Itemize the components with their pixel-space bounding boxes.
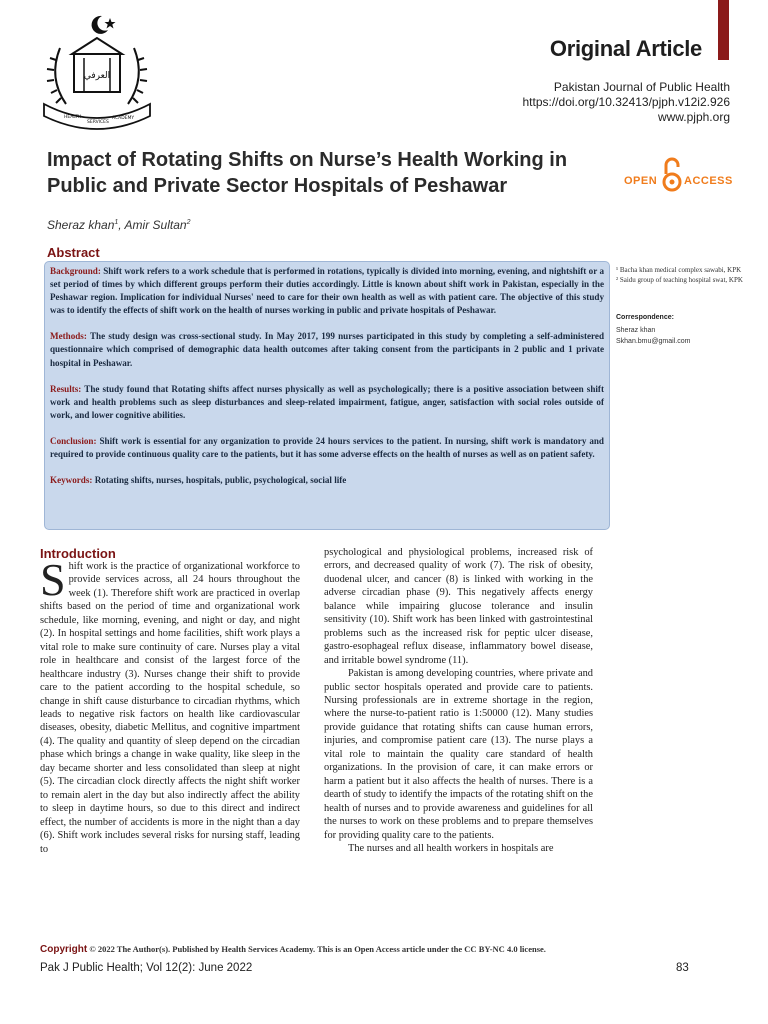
doi-link[interactable]: https://doi.org/10.32413/pjph.v12i2.926	[522, 95, 730, 109]
copyright-notice	[40, 944, 546, 955]
body-paragraph: psychological and physiological problems, increased risk of errors, and decreased quality of work (7). The risk of obesity, duodenal ulcer, and cancer (8) is linked with working in the adverse circadian phase (9). This negatively affects energy balance while impairing glucose tolerance and insulin sensitivity (10). Shift work has been linked with gastrointestinal problems such as the increased risk for peptic ulcer disease, gastro-esophageal reflux disease, inflammatory bowel disease, and irritable bowel syndrome (11).	[324, 547, 593, 666]
open-access-badge	[622, 154, 734, 194]
methods-text: The study design was cross-sectional study. In May 2017, 199 nurses participated in this study by completing a self-administered questionnaire which comprised of demographic data health outcomes after taking consent from the participants in 2 public and 1 private hospital in Peshawar.	[50, 331, 604, 368]
website-link[interactable]: www.pjph.org	[657, 110, 730, 124]
intro-text: hift work is the practice of organizational workforce to provide services across, all 24 hours throughout the week (1). Therefore shift work are practiced in overlap shifts based on the period of time and organizational work schedule, like morning, evening, and night or day, and night (2). In hospital settings and home facilities, shift work plays a vital role to make sure continuity of care. Nurses play a vital role in healthcare and consist of the largest force of the healthcare industry (3). Nurses change their shift to provide care to the patient according to the hospital schedule, so change in shift cause disturbance to circadian rhythms, which leads to negative risk factors on health like cardiovascular diseases, obesity, diabetic Mellitus, and cognitive impartment (4). The quality and quantity of sleep depend on the circadian phase which brings a change in wake quality, like sleep in the day became shorter and less consolidated than sleep at night (5). The circadian clock directly affects the night shift worker to remain alert in the day but also indirectly affect the ability to sleep in daytime hours, so due to this direct and indirect effect, the number of accidents is more in the night than a day (6). Shift work includes several risks for nursing staff, leading to	[40, 561, 300, 855]
article-title: Impact of Rotating Shifts on Nurse’s Health Working in Public and Private Sector Hospitals of Peshawar	[47, 149, 568, 197]
affiliation-2: ² Saidu group of teaching hospital swat, KPK	[616, 275, 743, 284]
abstract-keywords	[50, 474, 604, 487]
author-name: Amir Sultan	[124, 218, 187, 232]
intro-paragraph	[40, 554, 300, 856]
header-accent-bar	[718, 0, 729, 60]
copyright-text: © 2022 The Author(s). Published by Health Services Academy. This is an Open Access article under the CC BY-NC 4.0 license.	[87, 944, 546, 954]
body-paragraph: The nurses and all health workers in hospitals are	[348, 842, 554, 854]
results-text: The study found that Rotating shifts affect nurses physically as well as psychologically; there is a positive association between shift work and health problems such as sleep disturbances and sleep-related impairment, fatigue, anger, satisfaction with social roles outside of work, and lower cognitive abilities.	[50, 383, 604, 420]
affiliations	[616, 266, 746, 285]
health-services-academy-logo	[32, 8, 162, 136]
author-affiliation-mark: 2	[186, 219, 191, 226]
methods-label: Methods:	[50, 331, 87, 342]
conclusion-label: Conclusion:	[50, 435, 97, 446]
keywords-text: Rotating shifts, nurses, hospitals, public, psychological, social life	[92, 475, 347, 486]
abstract-methods	[50, 330, 604, 369]
abstract-results	[50, 383, 604, 422]
background-text: Shift work refers to a work schedule that is performed in rotations, typically is divided into morning, evening, and nightshift or a set period of times by which different groups perform their duties accordingly. Little is known about shift work in Pakistan, especially in the Peshawar region. Implication for individual Nurses' need to care for their own health as well as with patient care. The objective of this study was to identify the effects of shift work on the health of nurses working in public and private hospitals of Peshawar.	[50, 266, 604, 316]
body-column-left	[40, 554, 300, 856]
author-name: Sheraz khan	[47, 218, 115, 232]
logo-ribbon-right: ACADEMY	[112, 116, 135, 121]
open-access-open-text: OPEN	[624, 175, 658, 187]
journal-name: Pakistan Journal of Public Health	[553, 80, 730, 94]
correspondence-email[interactable]: Skhan.bmu@gmail.com	[616, 338, 691, 345]
logo-ribbon-mid: SERVICES	[87, 120, 109, 125]
correspondence-heading: Correspondence:	[616, 314, 674, 321]
logo-arabic-text: العرفي	[83, 71, 111, 81]
abstract-background	[50, 265, 604, 317]
keywords-label: Keywords:	[50, 475, 93, 486]
open-lock-icon	[662, 156, 682, 194]
open-access-access-text: ACCESS	[684, 175, 733, 187]
author-separator: ,	[118, 218, 125, 232]
conclusion-text: Shift work is essential for any organization to provide 24 hours services to the patient. In nursing, shift work is mandatory and required to provide continuous quality care to the patients, but it has some adverse effects on the health of nurses as well as on patient safety.	[50, 435, 604, 460]
article-type: Original Article	[549, 36, 702, 61]
logo-ribbon-left: HEALTH	[64, 115, 82, 120]
footer-citation: Pak J Public Health; Vol 12(2): June 2022	[40, 962, 253, 974]
correspondence-details	[616, 325, 690, 347]
introduction-heading: Introduction	[40, 546, 116, 561]
author-list	[47, 218, 190, 232]
abstract-box	[44, 261, 610, 530]
body-paragraph: Pakistan is among developing countries, where private and public sector hospitals operated and provide care to patients. Nursing professionals are in extreme shortage in the region, where the nurse-to-patient ratio is 1:50000 (12). Many studies provide guidance that rotating shifts can cause human errors, injuries, and compromise patient care (13). The nurse plays a vital role to maintain the quality care standard of health organizations. In the provision of care, it can make errors or harm a patient but it also affects the health of nurses. There is a dearth of study to identify the impacts of the rotating shift on the health of nurses and to provide awareness and guidelines for all the nurses to work on these problems and to prepare themselves for providing quality care to the patients.	[324, 668, 593, 841]
abstract-heading: Abstract	[47, 245, 100, 260]
correspondence-name: Sheraz khan	[616, 327, 656, 334]
drop-cap: S	[40, 554, 66, 605]
affiliation-1: ¹ Bacha khan medical complex sawabi, KPK	[616, 266, 742, 274]
body-column-right	[324, 546, 593, 855]
abstract-conclusion	[50, 435, 604, 461]
copyright-label: Copyright	[40, 944, 88, 955]
journal-info	[523, 80, 731, 125]
page-number: 83	[676, 962, 689, 974]
results-label: Results:	[50, 383, 82, 394]
author-affiliation-mark: 1	[114, 219, 119, 226]
background-label: Background:	[50, 266, 101, 276]
